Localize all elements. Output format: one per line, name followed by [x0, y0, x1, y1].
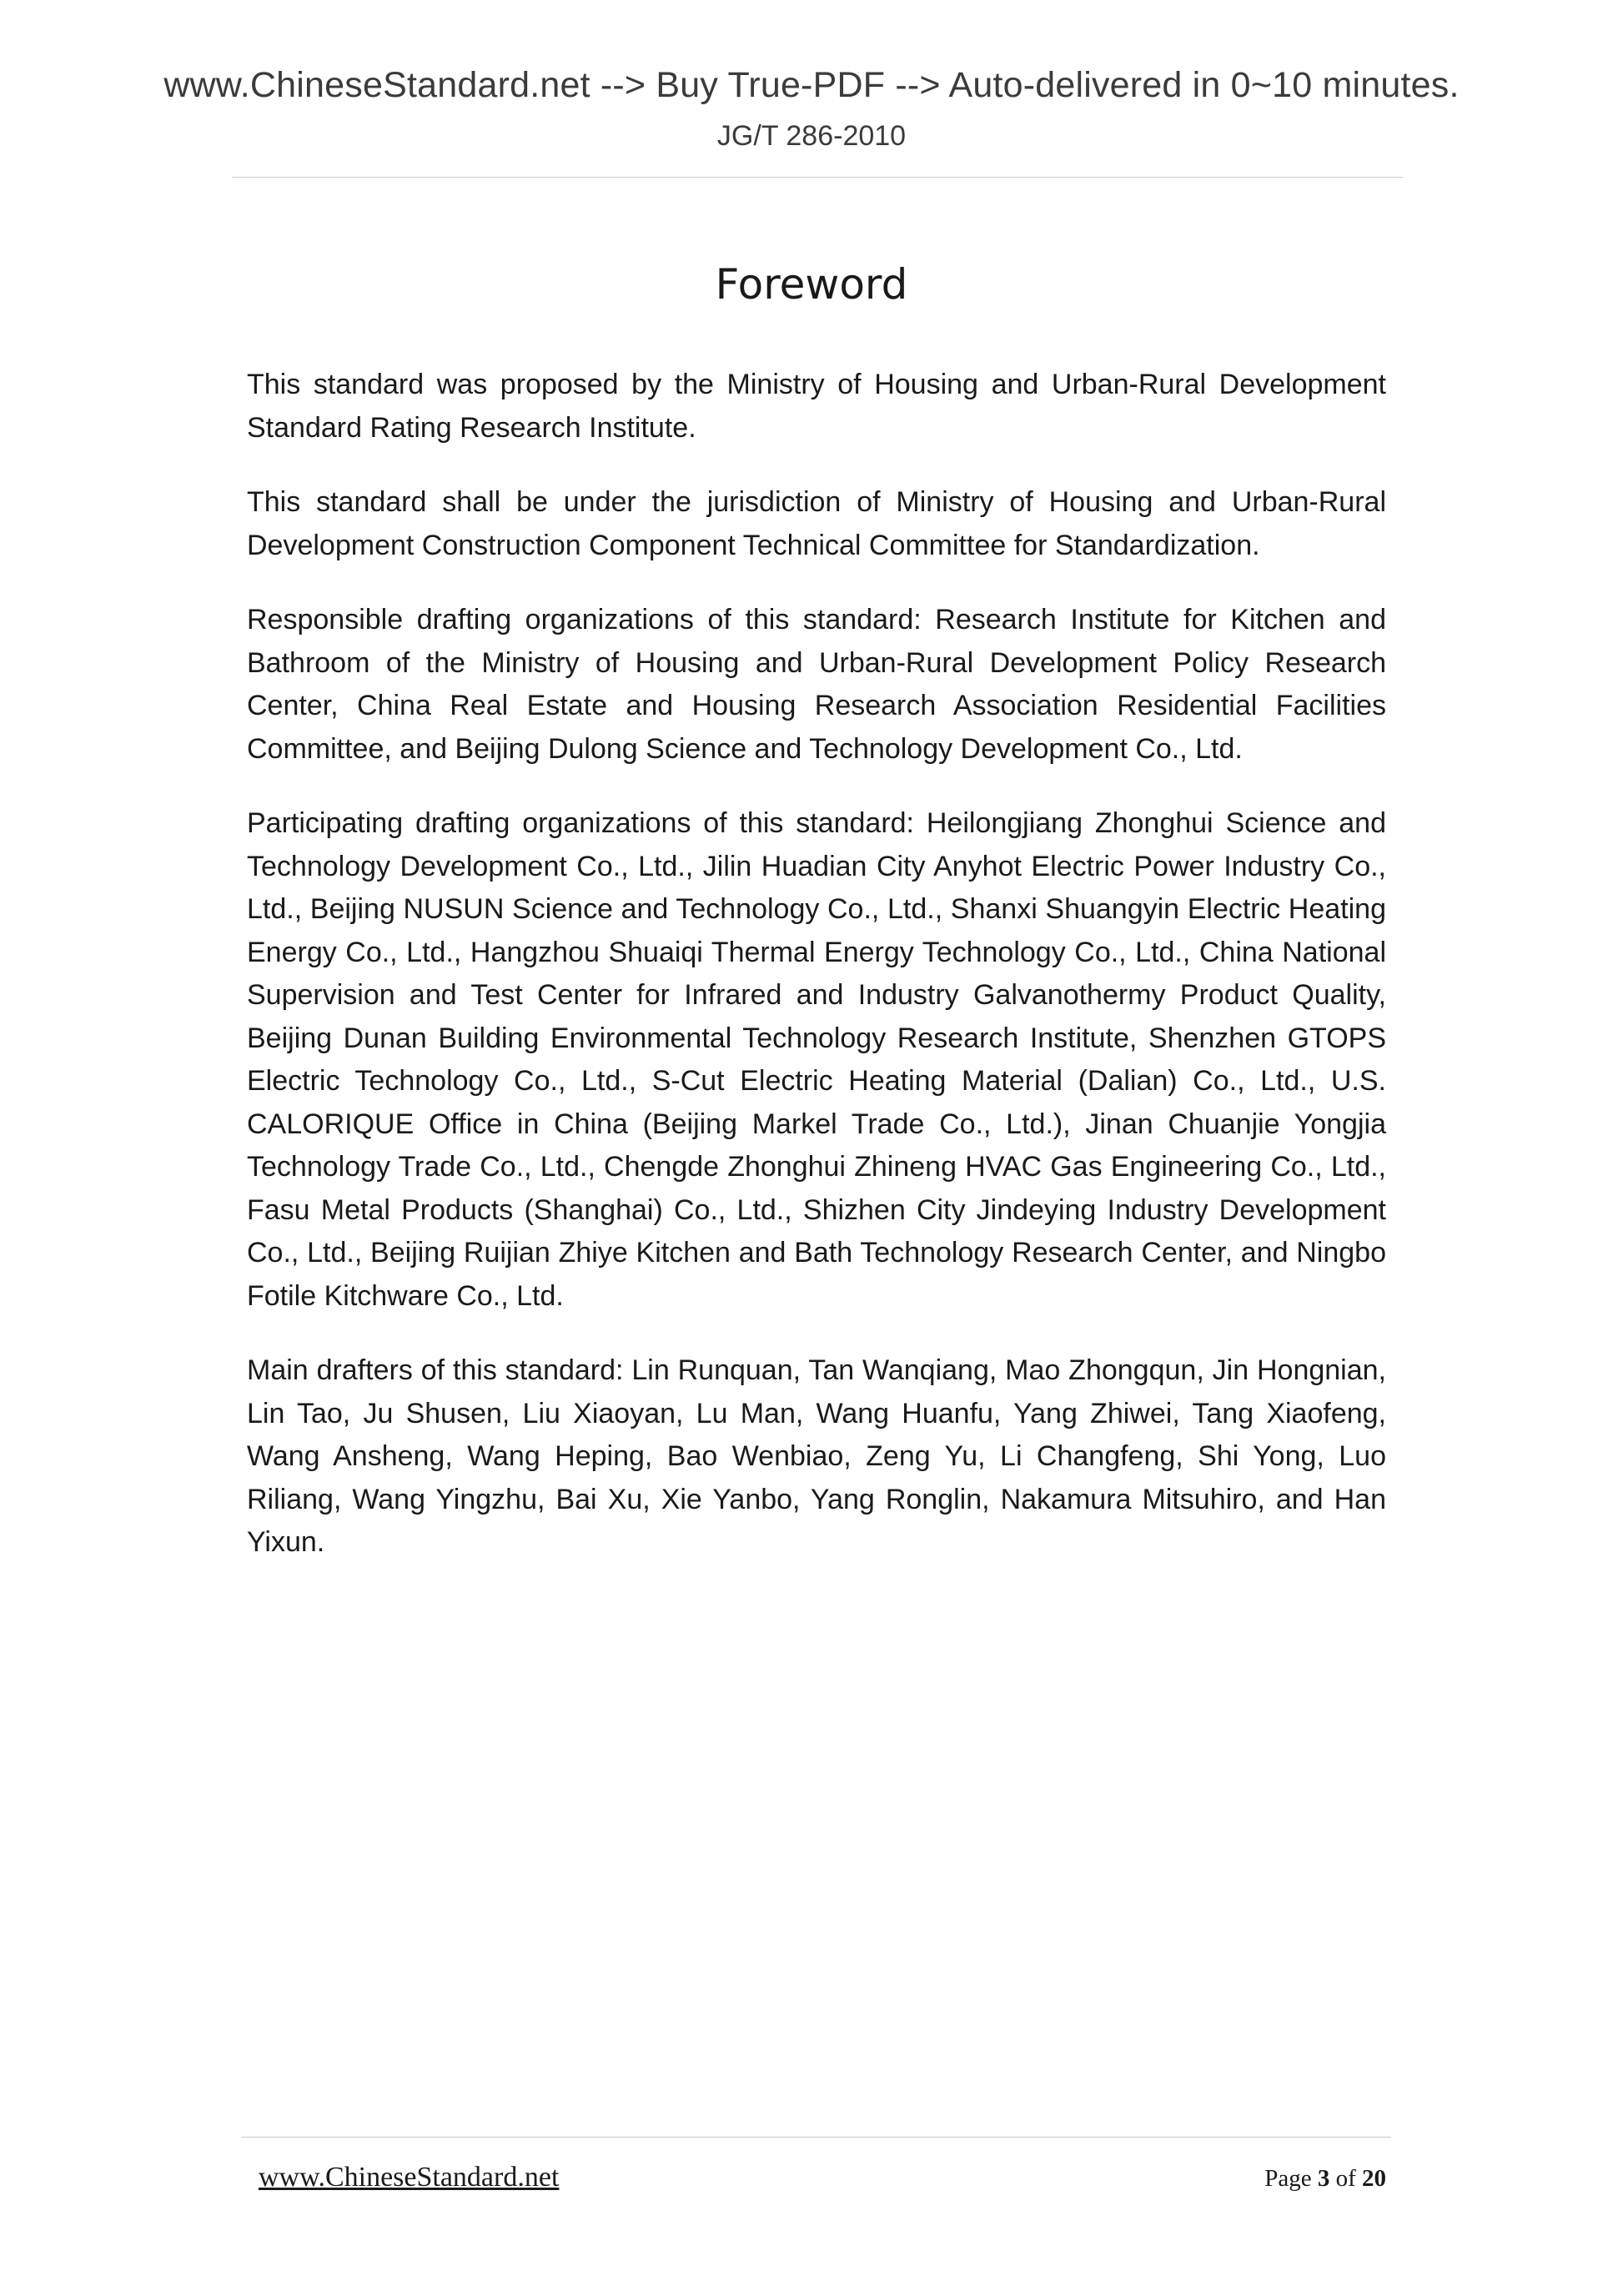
foreword-body — [247, 364, 1386, 1596]
page-current: 3 — [1317, 2165, 1330, 2192]
paragraph-jurisdiction: This standard shall be under the jurisdiction of Ministry of Housing and Urban-Rural Development Construction Component Technical Committee for Standardization. — [247, 486, 1386, 561]
footer-divider — [242, 2137, 1391, 2138]
header-divider — [232, 177, 1403, 178]
page-title: Foreword — [715, 260, 908, 309]
page-total: 20 — [1362, 2165, 1386, 2192]
page-number — [1264, 2165, 1386, 2193]
paragraph-main-drafters: Main drafters of this standard: Lin Runquan, Tan Wanqiang, Mao Zhongqun, Jin Hongnian, Lin Tao, Ju Shusen, Liu Xiaoyan, Lu Man, Wang Huanfu, Yang Zhiwei, Tang Xiaofeng, Wang Ansheng, Wang Heping, Bao Wenbiao, Zeng Yu, Li Changfeng, Shi Yong, Luo Riliang, Wang Yingzhu, Bai Xu, Xie Yanbo, Yang Ronglin, Nakamura Mitsuhiro, and Han Yixun. — [247, 1354, 1386, 1558]
paragraph-participating-organizations: Participating drafting organizations of this standard: Heilongjiang Zhonghui Science and Technology Development Co., Ltd., Jilin Huadian City Anyhot Electric Power Industry Co., Ltd., Beijing NUSUN Science and Technology Co., Ltd., Shanxi Shuangyin Electric Heating Energy Co., Ltd., Hangzhou Shuaiqi Thermal Energy Technology Co., Ltd., China National Supervision and Test Center for Infrared and Industry Galvanothermy Product Quality, Beijing Dunan Building Environmental Technology Research Institute, Shenzhen GTOPS Electric Technology Co., Ltd., S-Cut Electric Heating Material (Dalian) Co., Ltd., U.S. CALORIQUE Office in China (Beijing Markel Trade Co., Ltd.), Jinan Chuanjie Yongjia Technology Trade Co., Ltd., Chengde Zhonghui Zhineng HVAC Gas Engineering Co., Ltd., Fasu Metal Products (Shanghai) Co., Ltd., Shizhen City Jindeying Industry Development Co., Ltd., Beijing Ruijian Zhiye Kitchen and Bath Technology Research Center, and Ningbo Fotile Kitchware Co., Ltd. — [247, 807, 1386, 1312]
standard-code: JG/T 286-2010 — [716, 120, 907, 152]
page-prefix: Page — [1264, 2165, 1312, 2192]
header-banner: www.ChineseStandard.net --> Buy True-PDF --> Auto-delivered in 0~10 minutes. — [163, 65, 1460, 105]
paragraph-responsible-organizations: Responsible drafting organizations of this standard: Research Institute for Kitchen and Bathroom of the Ministry of Housing and Urban-Rural Development Policy Research Center, China Real Estate and Housing Research Association Residential Facilities Committee, and Beijing Dulong Science and Technology Development Co., Ltd. — [247, 604, 1386, 765]
footer-website-link[interactable]: www.ChineseStandard.net — [259, 2162, 560, 2193]
paragraph-proposer: This standard was proposed by the Ministry of Housing and Urban-Rural Development Standard Rating Research Institute. — [247, 369, 1386, 444]
page-of: of — [1335, 2165, 1356, 2192]
